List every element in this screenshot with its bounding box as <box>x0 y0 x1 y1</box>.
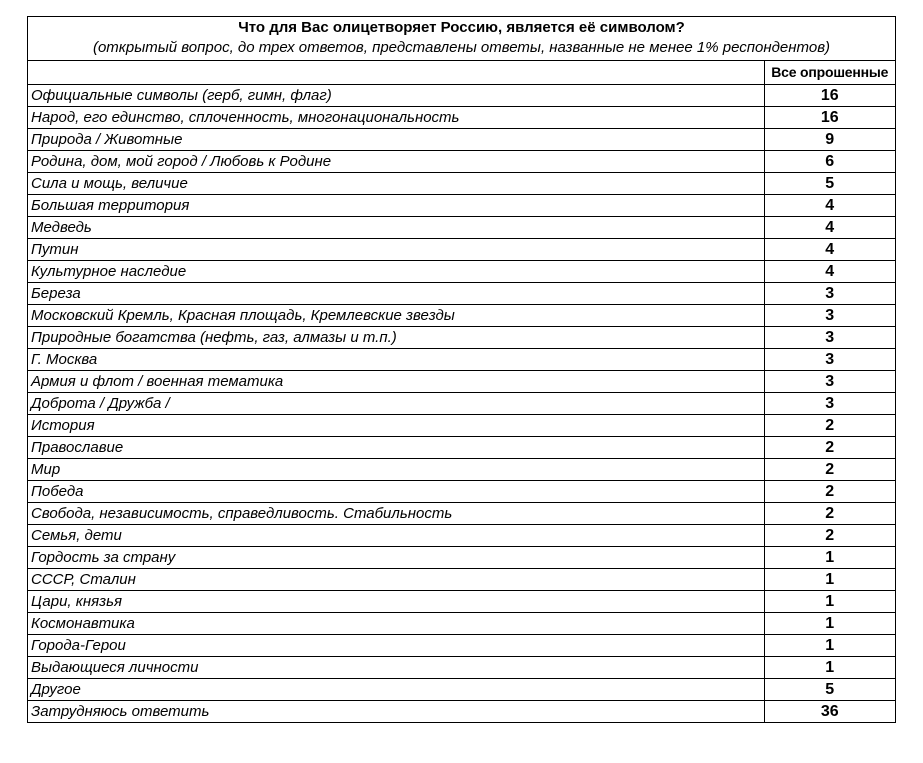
answer-percent: 3 <box>764 326 895 348</box>
answer-percent: 2 <box>764 524 895 546</box>
answer-percent: 16 <box>764 84 895 106</box>
all-respondents-column-header: Все опрошенные <box>764 61 895 84</box>
answer-percent: 1 <box>764 656 895 678</box>
answer-label: Другое <box>28 678 764 700</box>
answer-percent: 3 <box>764 282 895 304</box>
answer-percent: 2 <box>764 502 895 524</box>
table-row <box>28 414 895 436</box>
answer-percent: 9 <box>764 128 895 150</box>
answer-label: История <box>28 414 764 436</box>
answer-label: СССР, Сталин <box>28 568 764 590</box>
answer-percent: 5 <box>764 172 895 194</box>
table-row <box>28 656 895 678</box>
answer-label: Народ, его единство, сплоченность, многонациональность <box>28 106 764 128</box>
table-row <box>28 216 895 238</box>
table-row <box>28 238 895 260</box>
answer-label: Победа <box>28 480 764 502</box>
answer-percent: 2 <box>764 480 895 502</box>
column-header-row <box>28 61 895 84</box>
answer-percent: 4 <box>764 216 895 238</box>
answer-percent: 3 <box>764 348 895 370</box>
question-title: Что для Вас олицетворяет Россию, является её символом? <box>238 19 685 36</box>
answer-label: Природные богатства (нефть, газ, алмазы и т.п.) <box>28 326 764 348</box>
table-row <box>28 106 895 128</box>
table-row <box>28 282 895 304</box>
table-row <box>28 590 895 612</box>
results-table-body <box>28 61 895 722</box>
answer-label: Космонавтика <box>28 612 764 634</box>
answer-label: Московский Кремль, Красная площадь, Кремлевские звезды <box>28 304 764 326</box>
table-row <box>28 150 895 172</box>
table-row <box>28 348 895 370</box>
table-row <box>28 84 895 106</box>
answer-label: Сила и мощь, величие <box>28 172 764 194</box>
answer-label: Города-Герои <box>28 634 764 656</box>
table-row <box>28 172 895 194</box>
answer-percent: 2 <box>764 414 895 436</box>
answer-label: Медведь <box>28 216 764 238</box>
answer-label: Православие <box>28 436 764 458</box>
question-subtitle: (открытый вопрос, до трех ответов, представлены ответы, названные не менее 1% респондентов) <box>92 39 831 56</box>
table-row <box>28 700 895 722</box>
answer-label: Официальные символы (герб, гимн, флаг) <box>28 84 764 106</box>
table-row <box>28 568 895 590</box>
answer-label: Путин <box>28 238 764 260</box>
answer-label: Армия и флот / военная тематика <box>28 370 764 392</box>
answer-percent: 1 <box>764 590 895 612</box>
table-row <box>28 304 895 326</box>
answer-percent: 4 <box>764 238 895 260</box>
table-row <box>28 546 895 568</box>
answer-percent: 6 <box>764 150 895 172</box>
answer-percent: 1 <box>764 546 895 568</box>
table-row <box>28 260 895 282</box>
answer-column-header <box>28 61 764 84</box>
answer-percent: 5 <box>764 678 895 700</box>
answer-percent: 4 <box>764 194 895 216</box>
answer-percent: 3 <box>764 392 895 414</box>
table-row <box>28 502 895 524</box>
answer-label: Затрудняюсь ответить <box>28 700 764 722</box>
answer-label: Береза <box>28 282 764 304</box>
table-row <box>28 524 895 546</box>
answer-percent: 36 <box>764 700 895 722</box>
table-row <box>28 480 895 502</box>
survey-table-container <box>27 16 896 723</box>
table-row <box>28 634 895 656</box>
answer-percent: 1 <box>764 568 895 590</box>
table-row <box>28 436 895 458</box>
answer-percent: 2 <box>764 458 895 480</box>
answer-label: Мир <box>28 458 764 480</box>
answer-label: Выдающиеся личности <box>28 656 764 678</box>
table-row <box>28 326 895 348</box>
answer-label: Культурное наследие <box>28 260 764 282</box>
answer-label: Природа / Животные <box>28 128 764 150</box>
table-row <box>28 128 895 150</box>
answer-percent: 3 <box>764 370 895 392</box>
answer-label: Цари, князья <box>28 590 764 612</box>
table-row <box>28 370 895 392</box>
answer-label: Родина, дом, мой город / Любовь к Родине <box>28 150 764 172</box>
answer-label: Г. Москва <box>28 348 764 370</box>
answer-percent: 3 <box>764 304 895 326</box>
answer-percent: 1 <box>764 612 895 634</box>
table-row <box>28 612 895 634</box>
answer-percent: 4 <box>764 260 895 282</box>
answer-percent: 16 <box>764 106 895 128</box>
answer-label: Семья, дети <box>28 524 764 546</box>
results-table <box>28 61 895 722</box>
answer-label: Свобода, независимость, справедливость. Стабильность <box>28 502 764 524</box>
table-row <box>28 194 895 216</box>
answer-label: Доброта / Дружба / <box>28 392 764 414</box>
question-header <box>28 17 895 61</box>
answer-label: Большая территория <box>28 194 764 216</box>
table-row <box>28 458 895 480</box>
answer-percent: 1 <box>764 634 895 656</box>
table-row <box>28 392 895 414</box>
answer-label: Гордость за страну <box>28 546 764 568</box>
table-row <box>28 678 895 700</box>
answer-percent: 2 <box>764 436 895 458</box>
